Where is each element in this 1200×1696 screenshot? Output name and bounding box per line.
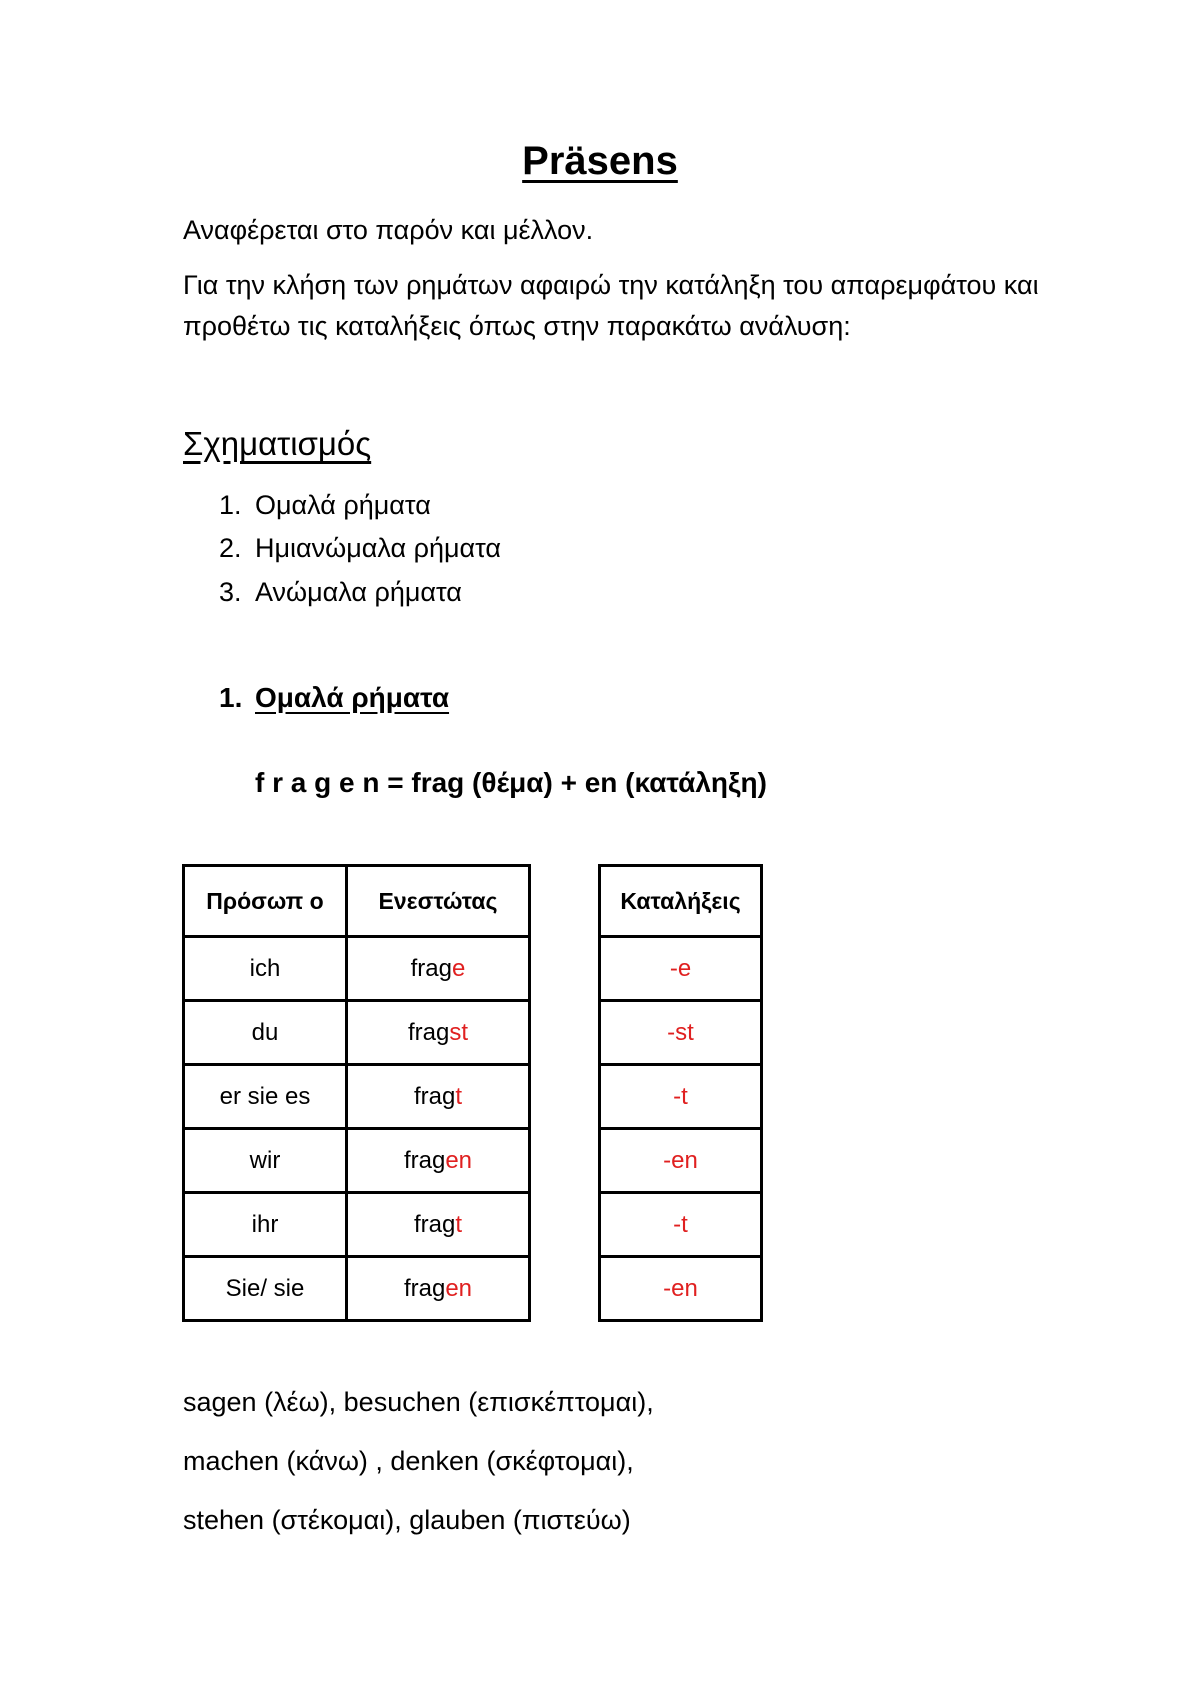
- table-row: [184, 1065, 530, 1129]
- list-item-number: 3.: [219, 577, 242, 607]
- person-cell: wir: [184, 1129, 347, 1193]
- ending-text: -en: [663, 1146, 698, 1174]
- verb-form-cell: [347, 1193, 530, 1257]
- table-header-row: [184, 866, 530, 937]
- formula: f r a g e n = frag (θέμα) + en (κατάληξη): [255, 767, 767, 798]
- table-row: [184, 1257, 530, 1321]
- list-item: [219, 572, 462, 612]
- subsection-number: 1.: [219, 682, 243, 713]
- verb-stem: frag: [413, 1082, 456, 1110]
- verb-ending: en: [445, 1274, 473, 1302]
- section-heading: Σχηματισμός: [183, 425, 372, 462]
- header-person: Πρόσωπ ο: [184, 866, 347, 937]
- verb-form-cell: [347, 1129, 530, 1193]
- person-cell: er sie es: [184, 1065, 347, 1129]
- verb-form-cell: [347, 1257, 530, 1321]
- ending-cell: [600, 1065, 762, 1129]
- table-row: [184, 1001, 530, 1065]
- header-present: Ενεστώτας: [347, 866, 530, 937]
- examples-line-1: sagen (λέω), besuchen (επισκέπτομαι),: [183, 1387, 654, 1417]
- verb-ending: en: [445, 1146, 473, 1174]
- person-cell: ich: [184, 937, 347, 1001]
- examples-line-3: stehen (στέκομαι), glauben (πιστεύω): [183, 1505, 631, 1535]
- person-cell: du: [184, 1001, 347, 1065]
- header-endings: Καταλήξεις: [600, 866, 762, 937]
- list-item: [219, 485, 431, 525]
- conjugation-table: [182, 864, 531, 1322]
- verb-stem: frag: [403, 1274, 446, 1302]
- ending-cell: [600, 1257, 762, 1321]
- table-row: [600, 1257, 762, 1321]
- verb-stem: frag: [410, 954, 452, 982]
- endings-table: [598, 864, 763, 1322]
- verb-stem: frag: [407, 1018, 450, 1046]
- list-item: [219, 528, 501, 568]
- intro-line-2: Για την κλήση των ρημάτων αφαιρώ την κατάληξη του απαρεμφάτου και: [183, 270, 1039, 300]
- table-row: [600, 1193, 762, 1257]
- table-row: [184, 1193, 530, 1257]
- ending-cell: [600, 937, 762, 1001]
- table-row: [184, 1129, 530, 1193]
- verb-form-cell: [347, 937, 530, 1001]
- verb-form-cell: [347, 1065, 530, 1129]
- table-row: [184, 937, 530, 1001]
- verb-ending: t: [455, 1082, 463, 1110]
- list-item-label: Ημιανώμαλα ρήματα: [255, 533, 502, 563]
- verb-stem: frag: [403, 1146, 446, 1174]
- intro-line-1: Αναφέρεται στο παρόν και μέλλον.: [183, 215, 594, 245]
- ending-text: -t: [673, 1210, 688, 1238]
- subsection-heading: [219, 678, 449, 718]
- list-item-number: 2.: [219, 533, 242, 563]
- ending-cell: [600, 1001, 762, 1065]
- table-row: [600, 937, 762, 1001]
- table-row: [600, 1001, 762, 1065]
- ending-cell: [600, 1129, 762, 1193]
- verb-ending: st: [449, 1018, 469, 1046]
- ending-text: -st: [667, 1018, 694, 1046]
- list-item-label: Ανώμαλα ρήματα: [255, 577, 462, 607]
- ending-text: -e: [669, 954, 692, 982]
- list-item-number: 1.: [219, 490, 242, 520]
- table-row: [600, 1065, 762, 1129]
- subsection-label: Ομαλά ρήματα: [255, 682, 450, 713]
- list-item-label: Ομαλά ρήματα: [255, 490, 431, 520]
- intro-line-3: προθέτω τις καταλήξεις όπως στην παρακάτω ανάλυση:: [183, 311, 851, 341]
- verb-ending: e: [452, 954, 466, 982]
- person-cell: ihr: [184, 1193, 347, 1257]
- table-row: [600, 1129, 762, 1193]
- verb-stem: frag: [413, 1210, 456, 1238]
- verb-form-cell: [347, 1001, 530, 1065]
- table-header-row: [600, 866, 762, 937]
- ending-text: -t: [673, 1082, 688, 1110]
- ending-text: -en: [663, 1274, 698, 1302]
- examples-line-2: machen (κάνω) , denken (σκέφτομαι),: [183, 1446, 634, 1476]
- ending-cell: [600, 1193, 762, 1257]
- page-title: Präsens: [522, 139, 678, 183]
- person-cell: Sie/ sie: [184, 1257, 347, 1321]
- verb-ending: t: [455, 1210, 463, 1238]
